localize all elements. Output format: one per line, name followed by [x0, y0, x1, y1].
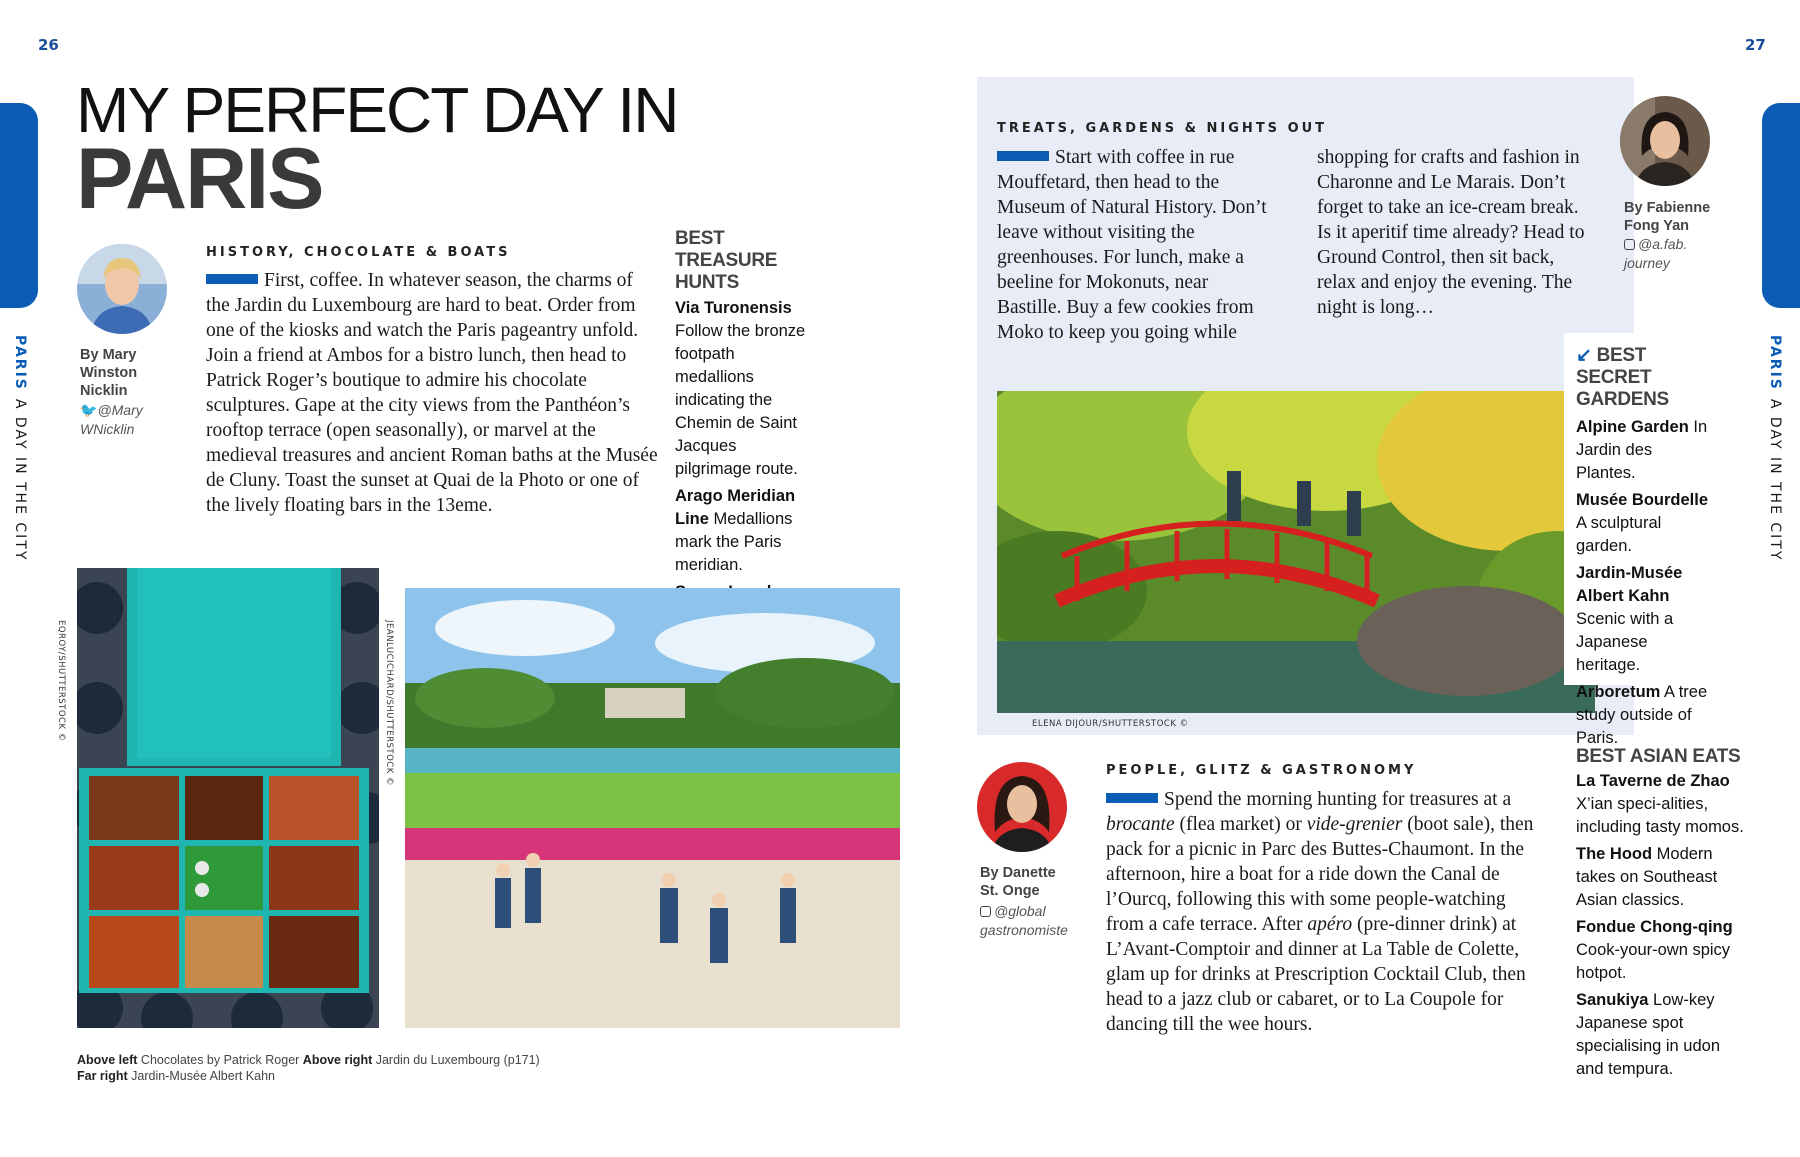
section-marker — [1106, 793, 1158, 803]
section-body-2: Start with coffee in rue Mouffetard, then head to the Museum of Natural History. Don’t leave without visiting the greenhouses. For lunch, make a beeline for Mokonuts, near Bastille. Buy a few cookies from Moko to keep you going while shopping for crafts and fashion in Charonne and Le Marais. Don’t forget to take an ice-cream break. Is it aperitif time already? Head to Ground Control, then sit back, relax and enjoy the evening. The night is long… — [997, 147, 1585, 343]
left-side-tab — [0, 103, 38, 308]
garden-entry: Jardin-Musée Albert Kahn Scenic with a Japanese heritage. — [1576, 564, 1683, 674]
treasure-box-heading: BEST TREASURE HUNTS — [675, 228, 778, 293]
arrow-down-left-icon: ↙ — [1576, 345, 1592, 366]
photo-credit-chocolates: EQROY/SHUTTERSTOCK © — [56, 620, 66, 742]
gardens-box-heading: ↙ BEST SECRET GARDENS — [1576, 345, 1669, 410]
right-side-tab — [1762, 103, 1800, 308]
asian-entry: Fondue Chong-qing Cook-your-own spicy hotpot. — [1576, 918, 1733, 982]
gardens-box — [1564, 333, 1724, 747]
photo-credit-kahn: ELENA DIJOUR/SHUTTERSTOCK © — [1032, 719, 1189, 729]
photo-caption: Above left Chocolates by Patrick Roger Above right Jardin du Luxembourg (p171) Far right Jardin-Musée Albert Kahn — [77, 1053, 540, 1083]
garden-entry: Alpine Garden In Jardin des Plantes. — [1576, 418, 1708, 482]
asian-entry: Sanukiya Low-key Japanese spot specialising in udon and tempura. — [1576, 991, 1721, 1078]
garden-entry: Arboretum A tree study outside of Paris. — [1576, 683, 1708, 747]
author-byline-mary: By Mary Winston Nicklin — [80, 347, 138, 399]
treasure-entry: Via Turonensis Follow the bronze footpath medallions indicating the Chemin de Saint Jacques pilgrimage route. — [675, 299, 806, 478]
asian-box-list — [1576, 768, 1746, 1081]
page-number-left: 26 — [38, 36, 59, 54]
side-label-text: A DAY IN THE CITY — [1767, 398, 1783, 562]
author-handle-mary[interactable]: 🐦@Mary WNicklin — [80, 402, 143, 437]
side-label-bold: PARIS — [1767, 335, 1783, 391]
side-label-bold: PARIS — [12, 335, 28, 391]
side-label-text: A DAY IN THE CITY — [12, 398, 28, 562]
treasure-entry: Arago Meridian Line Medallions mark the Paris meridian. — [675, 487, 796, 574]
asian-box-heading: BEST ASIAN EATS — [1576, 746, 1741, 767]
section-heading-3: PEOPLE, GLITZ & GASTRONOMY — [1106, 763, 1417, 778]
asian-entry: The Hood Modern takes on Southeast Asian classics. — [1576, 845, 1718, 909]
asian-eats-box — [1576, 746, 1754, 1106]
page-title-line2: PARIS — [76, 131, 323, 227]
section-heading-2: TREATS, GARDENS & NIGHTS OUT — [997, 121, 1328, 136]
gardens-box-list — [1564, 411, 1716, 750]
author-byline-fabienne: By Fabienne Fong Yan — [1624, 200, 1711, 234]
photo-credit-jardin: JEANLUCICHARD/SHUTTERSTOCK © — [384, 620, 394, 786]
author-handle-fabienne[interactable]: @a.fab. journey — [1624, 236, 1688, 271]
section-heading-1: HISTORY, CHOCOLATE & BOATS — [206, 245, 511, 260]
author-avatar-mary — [77, 244, 167, 334]
left-side-label — [12, 335, 28, 561]
author-handle-danette[interactable]: @global gastronomiste — [980, 903, 1068, 938]
section-marker — [997, 151, 1049, 161]
photo-albert-kahn — [997, 391, 1595, 713]
right-side-label — [1767, 335, 1783, 561]
asian-entry: La Taverne de Zhao X’ian speci-alities, including tasty momos. — [1576, 772, 1744, 836]
page-number-right: 27 — [1745, 36, 1766, 54]
author-avatar-danette — [977, 762, 1067, 852]
section-body-3: Spend the morning hunting for treasures at a brocante (flea market) or vide-grenier (boot sale), then pack for a picnic in Parc des Buttes-Chaumont. In the afternoon, hire a boat for a ride down the Canal de l’Ourcq, following this with some people-watching from a cafe terrace. After apéro (pre-dinner drink) at L’Avant-Comptoir and dinner at La Table de Colette, glam up for drinks at Prescription Cocktail Club, then head to a jazz club or cabaret, or to La Coupole for dancing till the wee hours. — [1106, 789, 1534, 1035]
author-avatar-fabienne — [1620, 96, 1710, 186]
instagram-icon — [980, 906, 991, 917]
instagram-icon — [1624, 239, 1635, 250]
photo-jardin-luxembourg — [405, 588, 900, 1028]
section-marker — [206, 274, 258, 284]
photo-chocolates — [77, 568, 379, 1028]
section-body-1: First, coffee. In whatever season, the charms of the Jardin du Luxembourg are hard to beat. Order from one of the kiosks and watch the Paris pageantry unfold. Join a friend at Ambos for a bistro lunch, then head to Patrick Roger’s boutique to admire his chocolate sculptures. Gape at the city views from the Panthéon’s rooftop terrace (open seasonally), or marvel at the medieval treasures and ancient Roman baths at the Musée de Cluny. Toast the sunset at Quai de la Photo or one of the lively floating bars in the 13eme. — [206, 270, 658, 516]
page-title-line1: MY PERFECT DAY IN — [76, 74, 678, 146]
author-byline-danette: By Danette St. Onge — [980, 865, 1056, 899]
garden-entry: Musée Bourdelle A sculptural garden. — [1576, 491, 1709, 555]
twitter-icon: 🐦 — [80, 402, 98, 418]
